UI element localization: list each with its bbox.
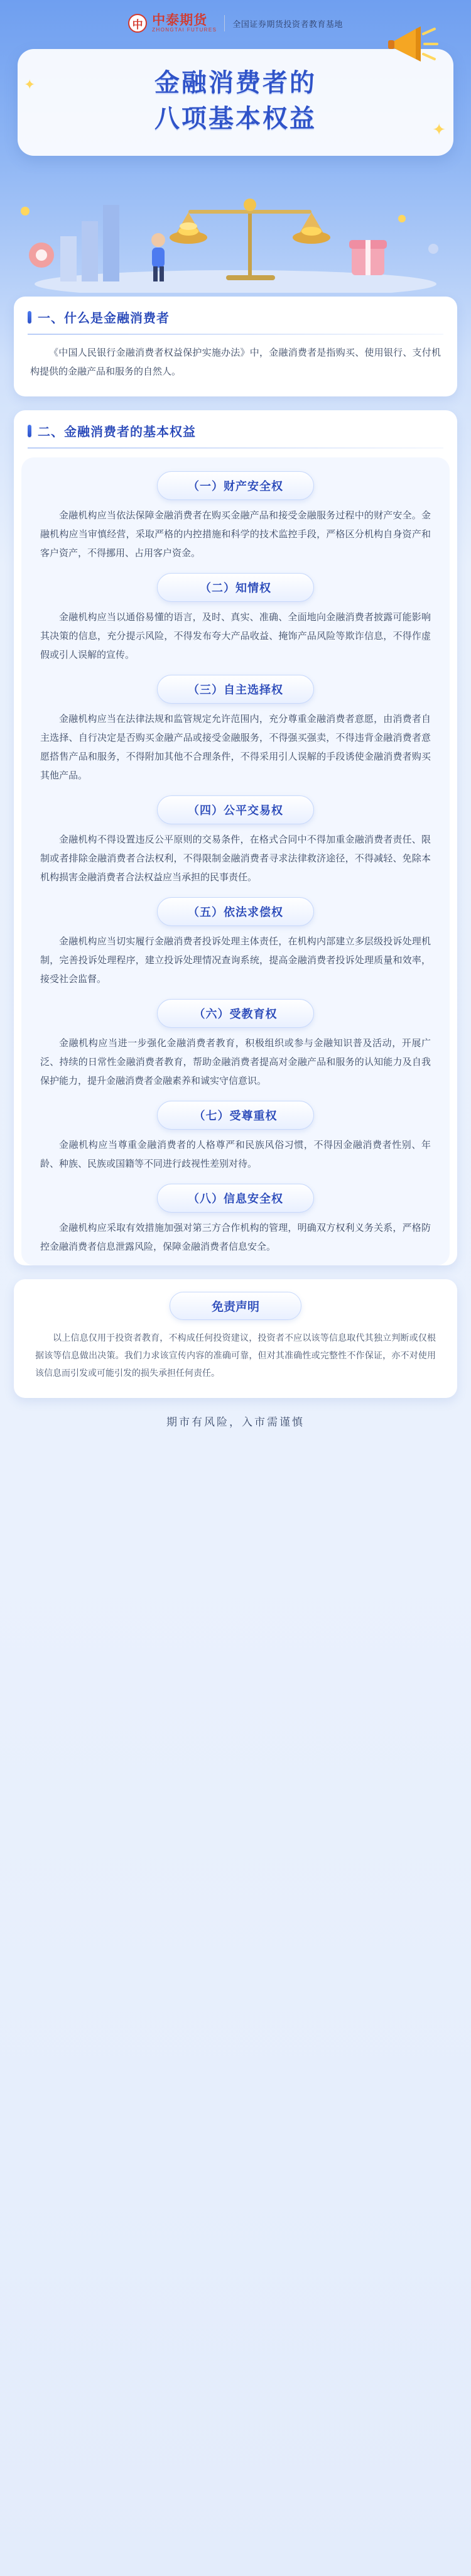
section-body: 《中国人民银行金融消费者权益保护实施办法》中，金融消费者是指购买、使用银行、支付机构提供的金融产品和服务的自然人。 — [30, 347, 441, 378]
right-title: （一）财产安全权 — [157, 471, 314, 500]
brand-divider — [224, 15, 225, 31]
section-divider — [28, 447, 443, 449]
list-item — [30, 897, 441, 989]
list-item — [30, 675, 441, 785]
megaphone-icon — [382, 20, 442, 69]
section-what-is — [14, 297, 457, 396]
right-text: 金融机构不得设置违反公平原则的交易条件，在格式合同中不得加重金融消费者责任、限制或者排除金融消费者合法权利，不得限制金融消费者寻求法律救济途径，不得减轻、免除本机构损害金融消费者合法权益应当承担的民事责任。 — [40, 834, 431, 883]
title-line-1: 金融消费者的 — [154, 69, 317, 97]
brand-names — [152, 14, 217, 33]
section-accent-bar — [28, 425, 31, 437]
right-text: 金融机构应当尊重金融消费者的人格尊严和民族风俗习惯，不得因金融消费者性别、年龄、种族、民族或国籍等不同进行歧视性差别对待。 — [40, 1140, 431, 1170]
rights-list — [21, 457, 450, 1265]
list-item — [30, 1184, 441, 1257]
right-text: 金融机构应当在法律法规和监管规定允许范围内，充分尊重金融消费者意愿，由消费者自主选择、自行决定是否购买金融产品或接受金融服务，不得强买强卖，不得违背金融消费者意愿搭售产品和服务，不得附加其他不合理条件，不得采用引人误解的手段诱使金融消费者购买其他产品。 — [40, 714, 431, 782]
section-accent-bar — [28, 311, 31, 324]
section-divider — [28, 334, 443, 335]
list-item — [30, 795, 441, 887]
section-title: 一、什么是金融消费者 — [38, 312, 170, 326]
brand-name-cn: 中泰期货 — [152, 13, 208, 28]
right-title: （七）受尊重权 — [157, 1101, 314, 1130]
right-title: （六）受教育权 — [157, 999, 314, 1028]
right-text: 金融机构应当切实履行金融消费者投诉处理主体责任，在机构内部建立多层级投诉处理机制，完善投诉处理程序，建立投诉处理情况查询系统，提高金融消费者投诉处理质量和效率，接受社会监督。 — [40, 936, 431, 985]
right-title: （三）自主选择权 — [157, 675, 314, 704]
illustration-graphic — [0, 161, 471, 293]
right-title: （二）知情权 — [157, 573, 314, 602]
disclaimer-card — [14, 1279, 457, 1398]
title-card — [18, 49, 453, 156]
right-text: 金融机构应当依法保障金融消费者在购买金融产品和接受金融服务过程中的财产安全。金融机构应当审慎经营，采取严格的内控措施和科学的技术监控手段，严格区分机构自身资产和客户资产，不得挪用、占用客户资金。 — [40, 510, 431, 559]
right-title: （八）信息安全权 — [157, 1184, 314, 1213]
brand-mark-icon: 中 — [128, 14, 147, 33]
hero-illustration — [0, 161, 471, 293]
section-header — [14, 410, 457, 446]
disclaimer-title: 免责声明 — [170, 1292, 301, 1320]
right-title: （五）依法求偿权 — [157, 897, 314, 926]
list-item — [30, 471, 441, 563]
title-line-2: 八项基本权益 — [154, 105, 317, 133]
section-basic-rights — [14, 410, 457, 1265]
right-text: 金融机构应采取有效措施加强对第三方合作机构的管理，明确双方权利义务关系，严格防控金融消费者信息泄露风险，保障金融消费者信息安全。 — [40, 1223, 431, 1253]
brand-name-en: ZHONGTAI FUTURES — [152, 27, 217, 33]
section-header — [14, 297, 457, 332]
right-title: （四）公平交易权 — [157, 795, 314, 824]
list-item — [30, 1101, 441, 1174]
right-text: 金融机构应当以通俗易懂的语言，及时、真实、准确、全面地向金融消费者披露可能影响其决策的信息，充分提示风险，不得发布夸大产品收益、掩饰产品风险等欺诈信息，不得作虚假或引人误解的宣传。 — [40, 612, 431, 661]
brand-subtitle: 全国证券期货投资者教育基地 — [232, 19, 343, 29]
brand-logo — [128, 14, 217, 33]
footer-note: 期市有风险，入市需谨慎 — [166, 1416, 305, 1429]
sparkle-icon: ✦ — [432, 120, 446, 139]
list-item — [30, 573, 441, 665]
disclaimer-text: 以上信息仅用于投资者教育，不构成任何投资建议，投资者不应以该等信息取代其独立判断或仅根据该等信息做出决策。我们力求该宣传内容的准确可靠，但对其准确性或完整性不作保证，亦不对使用该信息而引发或可能引发的损失承担任何责任。 — [35, 1333, 436, 1378]
sparkle-icon: ✦ — [24, 77, 36, 93]
right-text: 金融机构应当进一步强化金融消费者教育，积极组织或参与金融知识普及活动，开展广泛、持续的日常性金融消费者教育，帮助金融消费者提高对金融产品和服务的认知能力及自我保护能力，提升金融消费者金融素养和诚实守信意识。 — [40, 1038, 431, 1087]
list-item — [30, 999, 441, 1091]
section-title: 二、金融消费者的基本权益 — [38, 425, 196, 440]
